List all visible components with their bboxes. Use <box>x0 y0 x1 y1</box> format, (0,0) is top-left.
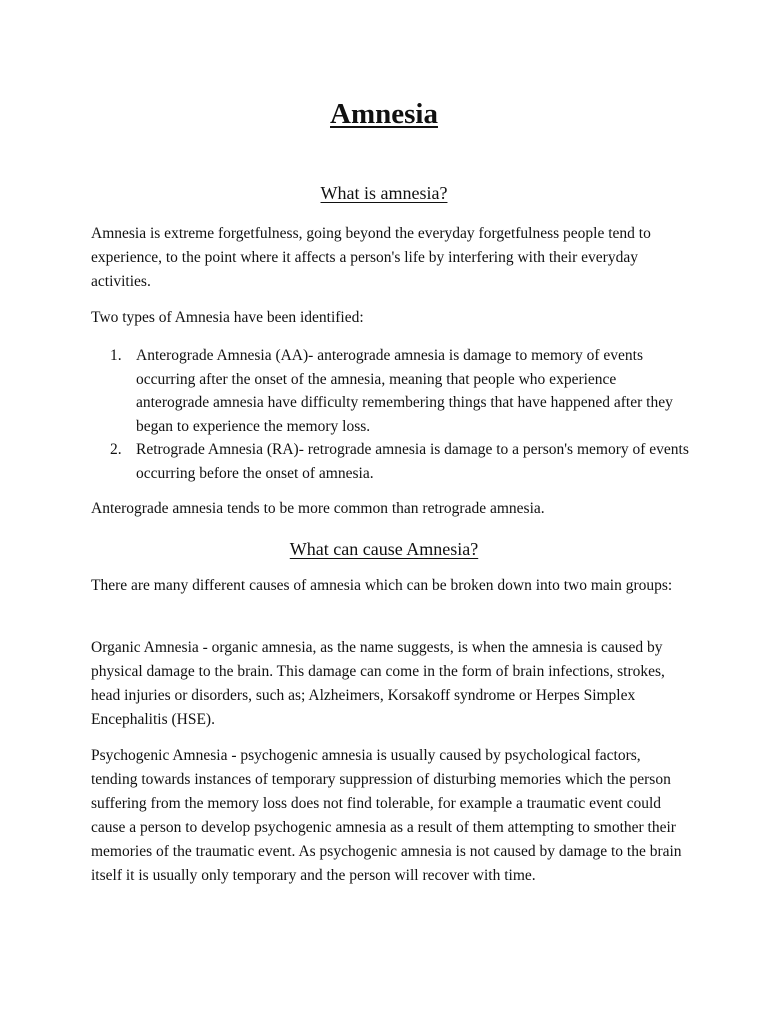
document-title: Amnesia <box>330 98 438 130</box>
amnesia-types-list <box>91 344 691 485</box>
paragraph-organic-amnesia: Organic Amnesia - organic amnesia, as the name suggests, is when the amnesia is caused by physical damage to the brain. This damage can come in the form of brain infections, strokes, head injuries or disorders, such as; Alzheimers, Korsakoff syndrome or Herpes Simplex Encephalitis (HSE). <box>91 639 665 728</box>
list-item-text: Retrograde Amnesia (RA)- retrograde amnesia is damage to a person's memory of events occurring before the onset of amnesia. <box>136 441 689 482</box>
paragraph-definition: Amnesia is extreme forgetfulness, going beyond the everyday forgetfulness people tend to experience, to the point where it affects a person's life by interfering with their everyday activities. <box>91 225 651 290</box>
paragraph-two-types: Two types of Amnesia have been identified: <box>91 309 364 326</box>
list-item-retrograde <box>91 438 691 485</box>
paragraph-psychogenic-amnesia: Psychogenic Amnesia - psychogenic amnesia is usually caused by psychological factors, tending towards instances of temporary suppression of disturbing memories which the person suffering from the memory loss does not find tolerable, for example a traumatic event could cause a person to develop psychogenic amnesia as a result of them attempting to smother their memories of the traumatic event. As psychogenic amnesia is not caused by damage to the brain itself it is usually only temporary and the person will recover with time. <box>91 747 682 884</box>
paragraph-causes-intro: There are many different causes of amnesia which can be broken down into two main groups: <box>91 577 673 594</box>
list-item-number: 2. <box>110 441 122 458</box>
list-item-number: 1. <box>110 347 122 364</box>
section-heading-what-is-amnesia: What is amnesia? <box>320 183 448 203</box>
list-item-text: Anterograde Amnesia (AA)- anterograde amnesia is damage to memory of events occurring after the onset of the amnesia, meaning that people who experience anterograde amnesia have difficulty remembering things that have happened after they began to experience the memory loss. <box>136 347 673 435</box>
paragraph-more-common: Anterograde amnesia tends to be more common than retrograde amnesia. <box>91 500 545 517</box>
section-heading-causes: What can cause Amnesia? <box>289 539 479 559</box>
list-item-anterograde <box>91 344 691 438</box>
